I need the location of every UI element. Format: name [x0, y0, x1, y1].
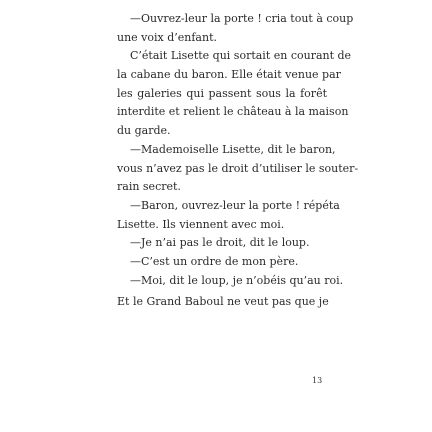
body-text: [117, 10, 359, 314]
text-line: —Mademoiselle Lisette, dit le baron,: [130, 142, 336, 156]
text-line: Lisette. Ils viennent avec moi.: [117, 217, 285, 231]
text-line: —Moi, dit le loup, je n’obéis qu’au roi.: [130, 273, 344, 287]
text-line: —Je n’ai pas le droit, dit le loup.: [130, 236, 310, 250]
text-line: la cabane du baron. Elle était venue par: [117, 68, 341, 82]
text-line: les galeries qui passent sous la forêt: [117, 86, 327, 100]
text-line: C’était Lisette qui sortait en courant de: [130, 49, 352, 63]
text-line: —Baron, ouvrez-leur la porte ! répéta: [130, 198, 340, 212]
text-line: rain secret.: [117, 180, 181, 194]
text-line: —Ouvrez-leur la porte ! cria tout à coup: [130, 12, 354, 25]
text-line: une voix d’enfant.: [117, 30, 217, 44]
page-number: 13: [312, 376, 323, 385]
text-line: interdite et relient le château à la maison: [117, 105, 349, 119]
text-line: vous n’avez pas le droit d’utiliser le souter-: [117, 161, 359, 175]
text-line: —C’est un ordre de mon père.: [130, 254, 299, 268]
text-line: du garde.: [117, 124, 171, 138]
text-line: Et le Grand Baboul ne veut pas que je: [117, 295, 329, 309]
